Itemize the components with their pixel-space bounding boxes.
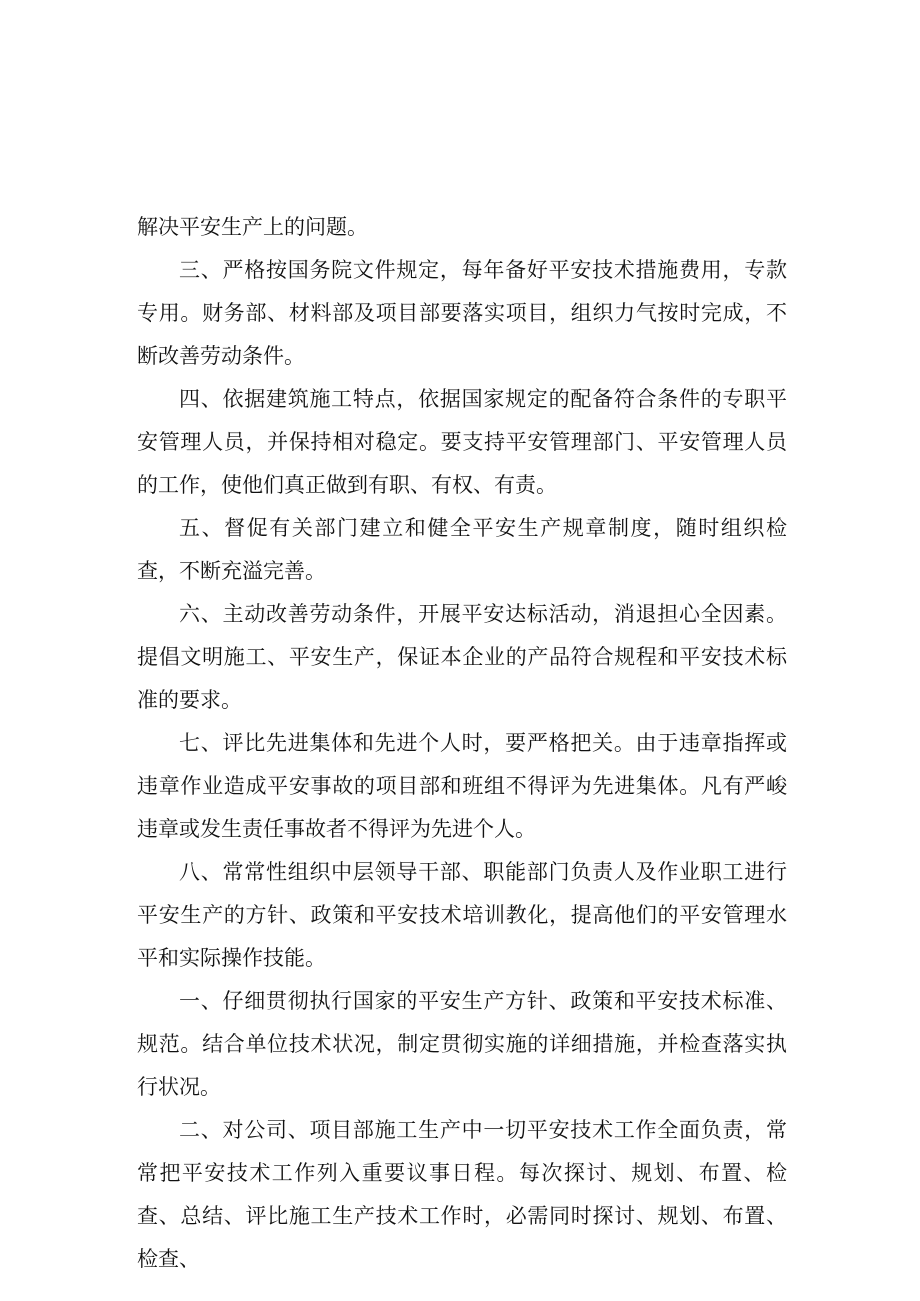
paragraph-item-5: 五、督促有关部门建立和健全平安生产规章制度，随时组织检查，不断充溢完善。 <box>137 516 787 583</box>
paragraph-item-6: 六、主动改善劳动条件，开展平安达标活动，消退担心全因素。提倡文明施工、平安生产，保证本企业的产品符合规程和平安技术标准的要求。 <box>137 602 787 712</box>
paragraph-item-8: 八、常常性组织中层领导干部、职能部门负责人及作业职工进行平安生产的方针、政策和平安技术培训教化，提高他们的平安管理水平和实际操作技能。 <box>137 860 787 970</box>
paragraph-item-7: 七、评比先进集体和先进个人时，要严格把关。由于违章指挥或违章作业造成平安事故的项目部和班组不得评为先进集体。凡有严峻违章或发生责任事故者不得评为先进个人。 <box>137 731 787 841</box>
paragraph-section2-item-1: 一、仔细贯彻执行国家的平安生产方针、政策和平安技术标准、规范。结合单位技术状况，制定贯彻实施的详细措施，并检查落实执行状况。 <box>137 989 787 1099</box>
paragraph-item-3: 三、严格按国务院文件规定，每年备好平安技术措施费用，专款专用。财务部、材料部及项目部要落实项目，组织力气按时完成，不断改善劳动条件。 <box>137 258 787 368</box>
document-body <box>137 206 787 1281</box>
paragraph-continuation: 解决平安生产上的问题。 <box>137 215 368 239</box>
paragraph-section2-item-2: 二、对公司、项目部施工生产中一切平安技术工作全面负责，常常把平安技术工作列入重要议事日程。每次探讨、规划、布置、检查、总结、评比施工生产技术工作时，必需同时探讨、规划、布置、检查、 <box>137 1118 787 1271</box>
paragraph-item-4: 四、依据建筑施工特点，依据国家规定的配备符合条件的专职平安管理人员，并保持相对稳定。要支持平安管理部门、平安管理人员的工作，使他们真正做到有职、有权、有责。 <box>137 387 787 497</box>
